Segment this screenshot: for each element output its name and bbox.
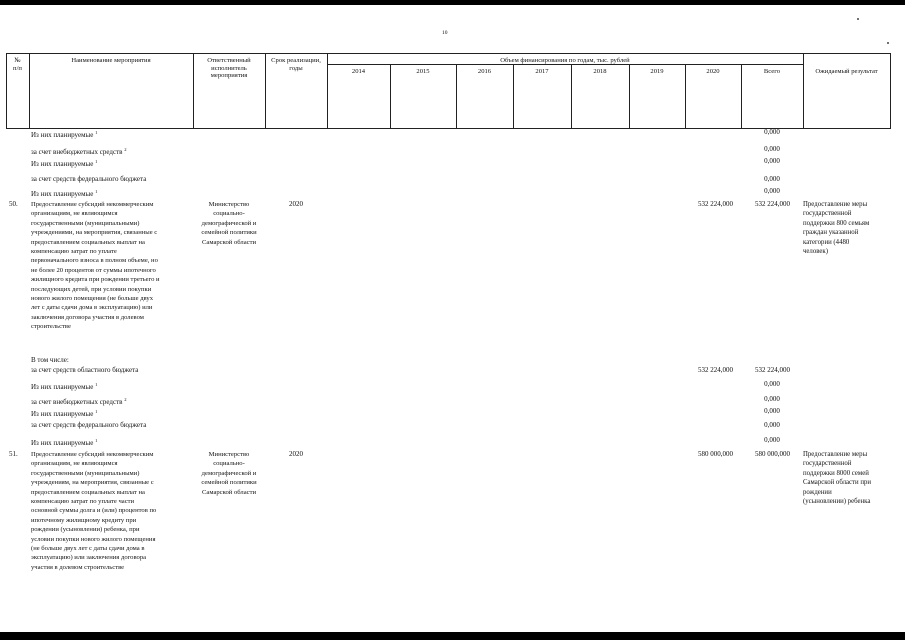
- implementation-term: 2020: [289, 200, 303, 208]
- amount-2020: 532 224,000: [698, 200, 733, 208]
- responsible-executor: Министерство социально- демографической и семейной политики Самарской области: [201, 451, 257, 496]
- header-executor: Ответственный исполнитель мероприятия: [207, 57, 251, 80]
- year-2018: 2018: [593, 68, 607, 75]
- scan-top-edge: [0, 0, 905, 5]
- header-name: Наименование мероприятия: [71, 57, 151, 64]
- speck: [887, 42, 889, 44]
- amount-total: 532 224,000: [755, 200, 790, 208]
- year-2020: 2020: [706, 68, 720, 75]
- measure-description: Предоставление субсидий некоммерческим организациям, не являющимся государственными (муниципальными) учреждениям, на мероприятия, связанные с предоставлением социальных выплат на компенсацию затрат по уплате части основной суммы долга и (или) процентов по ипотечному жилищному кредиту при рождении (усыновлении) ребенка, при условии покупки нового жилого помещения (не больше двух лет с даты сдачи дома в эксплуатацию) или заключения договора участия в долевом строительстве: [31, 451, 157, 571]
- expected-result: Предоставление меры государственной поддержки 8000 семей Самарской области при рождении (усыновлении) ребенка: [803, 451, 872, 506]
- year-total: Всего: [763, 68, 781, 75]
- amount-2020: 580 000,000: [698, 450, 733, 458]
- header-term: Срок реализации, годы: [271, 57, 321, 72]
- expected-result: Предоставление меры государственной поддержки 800 семьям граждан указанной категории (4480 человек): [803, 201, 870, 256]
- year-2019: 2019: [650, 68, 664, 75]
- scan-bottom-edge: [0, 632, 905, 640]
- measure-description: Предоставление субсидий некоммерческим организациям, не являющимся государственными (муниципальными) учреждениями, на мероприятия, связанные с предоставлением социальных выплат на компенсацию затрат по уплате первоначального взноса в полном объеме, но не более 20 процентов от суммы ипотечного жилищного кредита при рождении третьего и последующих детей, при условии покупки нового жилого помещения (не больше двух лет с даты сдачи дома в эксплуатацию) или заключения договора участия в долевом строительстве: [31, 201, 160, 331]
- header-result: Ожидаемый результат: [815, 68, 878, 75]
- header-num: № п/п: [13, 57, 22, 72]
- speck: [857, 18, 859, 20]
- implementation-term: 2020: [289, 450, 303, 458]
- row-number: 50.: [9, 200, 18, 208]
- header-funding: Объем финансирования по годам, тыс. рублей: [500, 57, 630, 64]
- amount-total: 580 000,000: [755, 450, 790, 458]
- responsible-executor: Министерство социально- демографической и семейной политики Самарской области: [201, 201, 257, 246]
- including-label: В том числе:: [31, 356, 69, 364]
- year-2016: 2016: [477, 68, 492, 75]
- year-2014: 2014: [351, 68, 366, 75]
- year-2017: 2017: [535, 68, 549, 75]
- page-number: 10: [442, 30, 448, 36]
- row-number: 51.: [9, 450, 18, 458]
- year-2015: 2015: [416, 68, 430, 75]
